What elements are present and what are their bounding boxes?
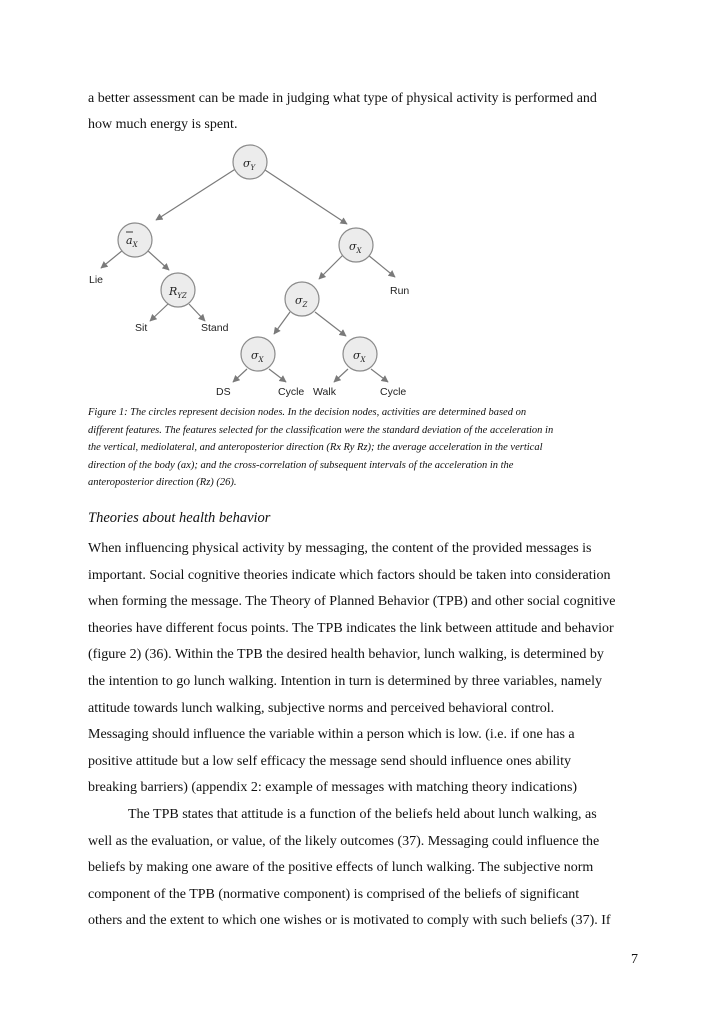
edge-sx-right-walk (334, 369, 348, 382)
body-line: attitude towards lunch walking, subjective norms and perceived behavioral control. (88, 700, 555, 716)
svg-text:σZ: $\sigma_Z$ (295, 294, 308, 309)
edge-sz-sx-left (274, 312, 290, 334)
edge-ax-lie (101, 250, 123, 268)
leaf-cycle: Cycle (278, 386, 305, 398)
svg-text:σX: $\sigma_X$ (349, 240, 362, 255)
body-line: beliefs by making one aware of the positive effects of lunch walking. The subjective norm (88, 860, 594, 876)
leaf-stand: Stand (201, 322, 229, 334)
leaf-run: Run (390, 285, 410, 297)
edge-ryz-sit (150, 304, 168, 321)
body-line: The TPB states that attitude is a function of the beliefs held about lunch walking, as (128, 807, 597, 822)
node-root (233, 145, 267, 179)
svg-text:σX: $\sigma_X$ (251, 349, 264, 364)
body-line: when forming the message. The Theory of Planned Behavior (TPB) and other social cognitive (88, 594, 616, 610)
body-line: others and the extent to which one wishes or is motivated to comply with such beliefs (37). If (88, 913, 611, 929)
body-line: Messaging should influence the variable within a person which is low. (i.e. if one has a (88, 727, 575, 743)
edge-root-ax (156, 168, 237, 220)
node-ryz (161, 273, 195, 307)
body-line: component of the TPB (normative component) is comprised of the beliefs of significant (88, 886, 580, 902)
body-line: the intention to go lunch walking. Intention in turn is determined by three variables, namely (88, 674, 602, 689)
leaf-lie: Lie (89, 274, 104, 286)
edge-sz-sx-right (315, 312, 346, 336)
page-number: 7 (631, 952, 638, 967)
decision-tree-figure (80, 140, 420, 400)
edge-ax-ryz (147, 250, 169, 270)
node-ax (118, 223, 152, 257)
body-line: important. Social cognitive theories indicate which factors should be taken into consideration (88, 567, 611, 583)
leaf-cycle: Cycle (380, 386, 407, 398)
edge-sx-left-ds (233, 369, 247, 382)
edge-sx-right-cycle (371, 369, 388, 382)
intro-line: how much energy is spent. (88, 117, 238, 132)
node-sx-left (241, 337, 275, 371)
svg-text:σX: $\sigma_X$ (353, 349, 366, 364)
body-line: breaking barriers) (appendix 2: example of messages with matching theory indications) (88, 780, 578, 796)
svg-text:aX: $a_X$ (126, 234, 138, 249)
node-sx-right (343, 337, 377, 371)
caption-line: the vertical, mediolateral, and anteroposterior direction (Rx Ry Rz); the average acceleration in the vertical (88, 442, 543, 453)
caption-line: Figure 1: The circles represent decision nodes. In the decision nodes, activities are determined based on (88, 407, 527, 418)
caption-line: different features. The features selected for the classification were the standard deviation of the acceleration in (88, 424, 554, 436)
svg-text:RYZ: $R_{YZ}$ (169, 285, 187, 300)
leaf-sit: Sit (135, 322, 148, 334)
body-line: (figure 2) (36). Within the TPB the desired health behavior, lunch walking, is determined by (88, 647, 604, 663)
edge-root-sx-top (262, 168, 347, 224)
body-line: theories have different focus points. The TPB indicates the link between attitude and behavior (88, 620, 614, 636)
caption-line: direction of the body (ax); and the cross-correlation of subsequent intervals of the acceleration in the (88, 459, 514, 471)
node-sx-top (339, 228, 373, 262)
figure-caption (88, 404, 648, 492)
edge-sx-top-run (368, 255, 395, 277)
edge-ryz-stand (189, 304, 205, 321)
leaf-ds: DS (216, 386, 231, 398)
svg-text:σY: $\sigma_Y$ (243, 157, 256, 172)
caption-line: anteroposterior direction (Rz) (26). (88, 477, 237, 488)
body-line: well as the evaluation, or value, of the likely outcomes (37). Messaging could influence the (88, 833, 600, 849)
edge-sx-top-sz (319, 255, 343, 279)
body-line: positive attitude but a low self efficacy the message send should influence ones ability (88, 753, 571, 769)
node-sz (285, 282, 319, 316)
intro-line: a better assessment can be made in judging what type of physical activity is performed and (88, 91, 597, 106)
section-heading: Theories about health behavior (88, 510, 271, 526)
leaf-walk: Walk (313, 386, 336, 398)
edge-sx-left-cycle (269, 369, 286, 382)
body-line: When influencing physical activity by messaging, the content of the provided messages is (88, 541, 592, 556)
